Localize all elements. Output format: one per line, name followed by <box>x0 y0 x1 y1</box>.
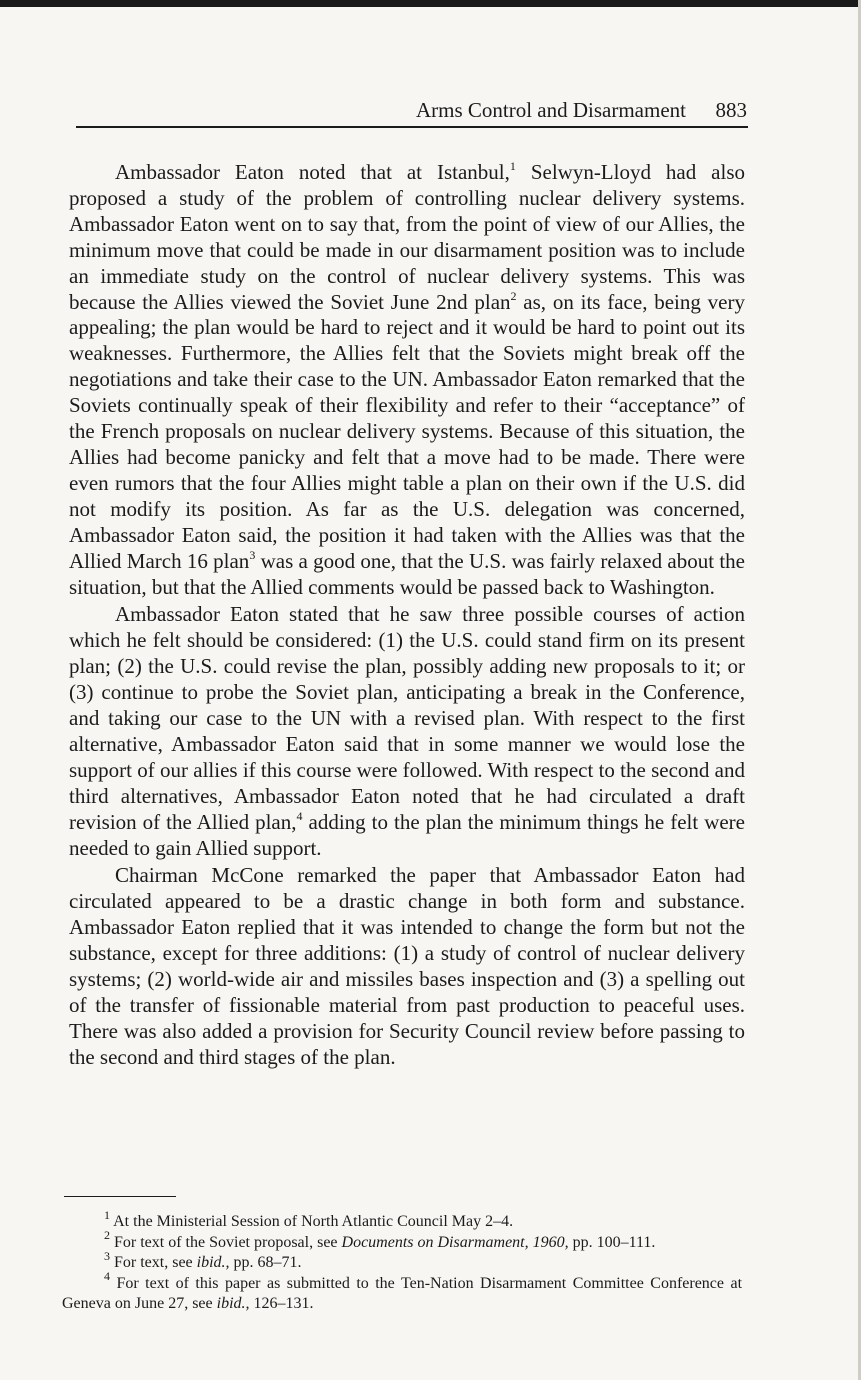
footnote-3 <box>62 1248 742 1274</box>
footnote-4 <box>62 1269 743 1315</box>
text-run: Selwyn-Lloyd had also proposed a study of the problem of controlling nuclear delivery systems. Ambassador Eaton went on to say that, from the point of view of our Allies, the minimum move that could be made in our disarmament position was to include an immediate study on the control of nuclear delivery systems. This was because the Allies viewed the Soviet June 2nd plan <box>69 160 745 314</box>
text-run: Ambassador Eaton noted that at Istanbul, <box>115 160 510 184</box>
paragraph-1 <box>69 160 745 600</box>
page-top-edge <box>0 0 861 7</box>
footnote-citation: ibid., <box>196 1254 230 1271</box>
header-title: Arms Control and Disarmament <box>415 98 686 122</box>
footnote-1 <box>62 1207 742 1233</box>
footnote-text: For text of this paper as submitted to the Ten-Nation Disarmament Committee Conference at Geneva on June 27, see <box>62 1274 743 1312</box>
footnote-citation: Documents on Disarmament, 1960, <box>341 1233 569 1251</box>
footnote-number: 1 <box>104 1207 110 1222</box>
text-run: was a good one, that the U.S. was fairly relaxed about the situation, but that the Allied comments would be passed back to Washington. <box>69 548 746 599</box>
footnote-ref: 2 <box>510 288 517 303</box>
text-run: as, on its face, being very appealing; the plan would be hard to reject and it would be hard to point out its weaknesses. Furthermore, the Allies felt that the Soviets might break off the negotiations and take their case to the UN. Ambassador Eaton remarked that the Soviets continually speak of their flexibility and refer to their “acceptance” of the French proposals on nuclear delivery systems. Because of this situation, the Allies had become panicky and felt that a move had to be made. There were even rumors that the four Allies might table a plan on their own if the U.S. did not modify its position. As far as the U.S. delegation was concerned, Ambassador Eaton said, the position it had taken with the Allies was that the Allied March 16 plan <box>69 289 745 573</box>
footnote-number: 4 <box>104 1269 110 1284</box>
footnote-ref: 3 <box>249 547 256 562</box>
footnote-text: pp. 68–71. <box>229 1254 302 1271</box>
footnote-text: At the Ministerial Session of North Atlantic Council May 2–4. <box>113 1213 514 1230</box>
body-text <box>69 160 745 1073</box>
footnote-text: For text, see <box>114 1254 197 1271</box>
paragraph-2 <box>69 602 745 861</box>
footnote-citation: ibid., <box>216 1295 250 1312</box>
footnotes <box>62 1207 743 1315</box>
text-run: Chairman McCone remarked the paper that Ambassador Eaton had circulated appeared to be a drastic change in both form and substance. Ambassador Eaton replied that it was intended to change the form but not the substance, except for three additions: (1) a study of control of nuclear delivery systems; (2) world-wide air and missiles bases inspection and (3) a spelling out of the transfer of fissionable material from past production to peaceful uses. There was also added a provision for Security Council review before passing to the second and third stages of the plan. <box>69 863 745 1069</box>
footnote-ref: 4 <box>296 808 303 823</box>
paragraph-3 <box>69 863 745 1070</box>
footnote-divider <box>64 1196 176 1197</box>
footnote-number: 3 <box>104 1248 110 1263</box>
text-run: adding to the plan the minimum things he felt were needed to gain Allied support. <box>69 809 745 860</box>
footnote-ref: 1 <box>509 159 516 173</box>
footnote-2 <box>62 1228 742 1254</box>
footnote-text: pp. 100–111. <box>568 1233 656 1251</box>
footnote-text: For text of the Soviet proposal, see <box>114 1233 342 1251</box>
running-header <box>76 96 748 128</box>
footnote-text: 126–131. <box>249 1295 314 1312</box>
footnote-number: 2 <box>104 1228 110 1243</box>
text-run: Ambassador Eaton stated that he saw three possible courses of action which he felt should be considered: (1) the U.S. could stand firm on its present plan; (2) the U.S. could revise the plan, possibly adding new proposals to it; or (3) continue to probe the Soviet plan, anticipating a break in the Conference, and taking our case to the UN with a revised plan. With respect to the first alternative, Ambassador Eaton said that in some manner we would lose the support of our allies if this course were followed. With respect to the second and third alternatives, Ambassador Eaton noted that he had circulated a draft revision of the Allied plan, <box>69 602 745 834</box>
page-number: 883 <box>715 98 747 122</box>
